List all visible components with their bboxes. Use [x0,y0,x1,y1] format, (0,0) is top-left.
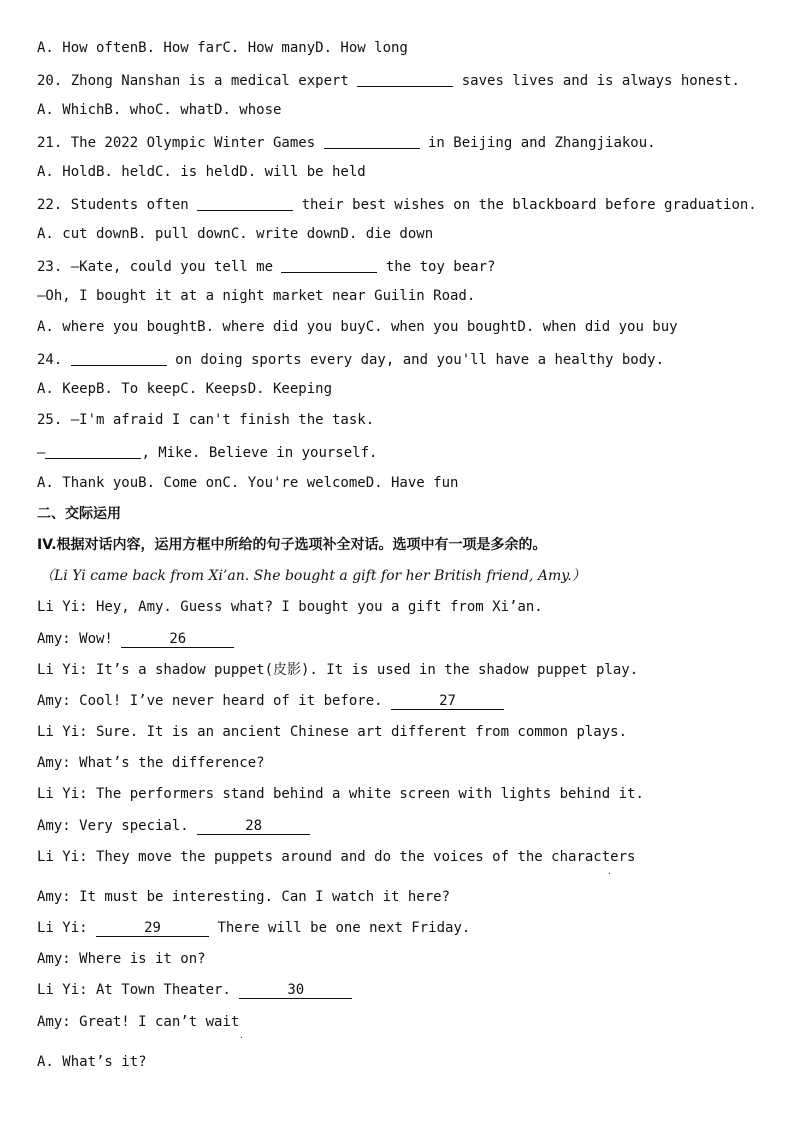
dialogue-line [37,981,352,999]
option-text: A. WhichB. whoC. whatD. whose [37,102,282,118]
question-text: 22. Students often [37,197,198,213]
option-line-19 [37,39,408,57]
option-line-21 [37,163,366,181]
blank-26: 26 [121,631,234,648]
question-21 [37,132,656,152]
option-line-25 [37,474,458,492]
dialogue-line: Li Yi: Sure. It is an ancient Chinese art different from common plays. [37,724,628,740]
dialogue-line: Li Yi: They move the puppets around and do the voices of the characters [37,849,636,865]
question-23 [37,256,495,276]
question-text: their best wishes on the blackboard before graduation. [293,197,757,213]
blank-28: 28 [197,818,310,835]
option-line-23 [37,318,678,336]
answer-blank [197,196,293,211]
dialogue-line: Amy: What’s the difference? [37,755,265,771]
question-text: 20. Zhong Nanshan is a medical expert [37,73,358,89]
stray-dot: . [239,1031,244,1040]
dialogue-line: Amy: Great! I can’t wait [37,1014,240,1030]
answer-blank [324,134,420,149]
answer-blank [357,72,453,87]
dialogue-text: Li Yi: [37,920,97,936]
dialogue-context: （Li Yi came back from Xi’an. She bought a gift for her British friend, Amy.） [40,568,586,584]
dialogue-text: There will be one next Friday. [209,920,471,936]
question-text: the toy bear? [377,259,496,275]
question-20 [37,70,740,90]
answer-blank [71,351,167,366]
option-text: A. where you boughtB. where did you buyC. when you boughtD. when did you buy [37,319,678,335]
question-text: 24. [37,352,71,368]
question-text: on doing sports every day, and you'll have a healthy body. [166,352,665,368]
section-heading: 二、交际运用 [37,506,121,522]
option-line-24 [37,380,332,398]
question-text: 25. —I'm afraid I can't finish the task. [37,412,375,428]
dialogue-line: Li Yi: Hey, Amy. Guess what? I bought you a gift from Xi’an. [37,599,543,615]
dialogue-text: Amy: Very special. [37,818,198,834]
option-line-20 [37,101,281,119]
answer-blank [281,258,377,273]
dialogue-text: Amy: Wow! [37,631,122,647]
instruction-heading: IV.根据对话内容，运用方框中所给的句子选项补全对话。选项中有一项是多余的。 [37,537,547,553]
question-text: in Beijing and Zhangjiakou. [419,135,656,151]
question-25-reply [37,442,377,462]
question-24 [37,349,664,369]
option-text: A. cut downB. pull downC. write downD. die down [37,226,434,242]
option-text: A. How oftenB. How farC. How manyD. How long [37,40,408,56]
dialogue-line: Li Yi: The performers stand behind a white screen with lights behind it. [37,786,644,802]
dialogue-line [37,630,234,648]
dialogue-line [37,692,504,710]
dialogue-text: Li Yi: At Town Theater. [37,982,240,998]
question-23-reply [37,287,475,305]
question-text: —Oh, I bought it at a night market near Guilin Road. [37,288,476,304]
option-line-22 [37,225,433,243]
dialogue-line [37,817,310,835]
stray-dot: . [607,867,612,876]
option-text: A. HoldB. heldC. is heldD. will be held [37,164,366,180]
question-text: — [37,445,46,461]
option-line: A. What’s it? [37,1054,147,1070]
dialogue-line: Li Yi: It’s a shadow puppet(皮影). It is used in the shadow puppet play. [37,662,639,678]
dialogue-line [37,919,470,937]
option-text: A. KeepB. To keepC. KeepsD. Keeping [37,381,333,397]
question-text: 23. —Kate, could you tell me [37,259,282,275]
answer-blank [45,444,141,459]
question-25 [37,411,374,429]
question-text: 21. The 2022 Olympic Winter Games [37,135,324,151]
blank-30: 30 [239,982,352,999]
option-text: A. Thank youB. Come onC. You're welcomeD. Have fun [37,475,459,491]
question-text: saves lives and is always honest. [453,73,740,89]
dialogue-text: Amy: Cool! I’ve never heard of it before. [37,693,392,709]
dialogue-line: Amy: It must be interesting. Can I watch it here? [37,889,451,905]
dialogue-line: Amy: Where is it on? [37,951,206,967]
question-text: , Mike. Believe in yourself. [141,445,378,461]
blank-29: 29 [96,920,209,937]
question-22 [37,194,757,214]
blank-27: 27 [391,693,504,710]
